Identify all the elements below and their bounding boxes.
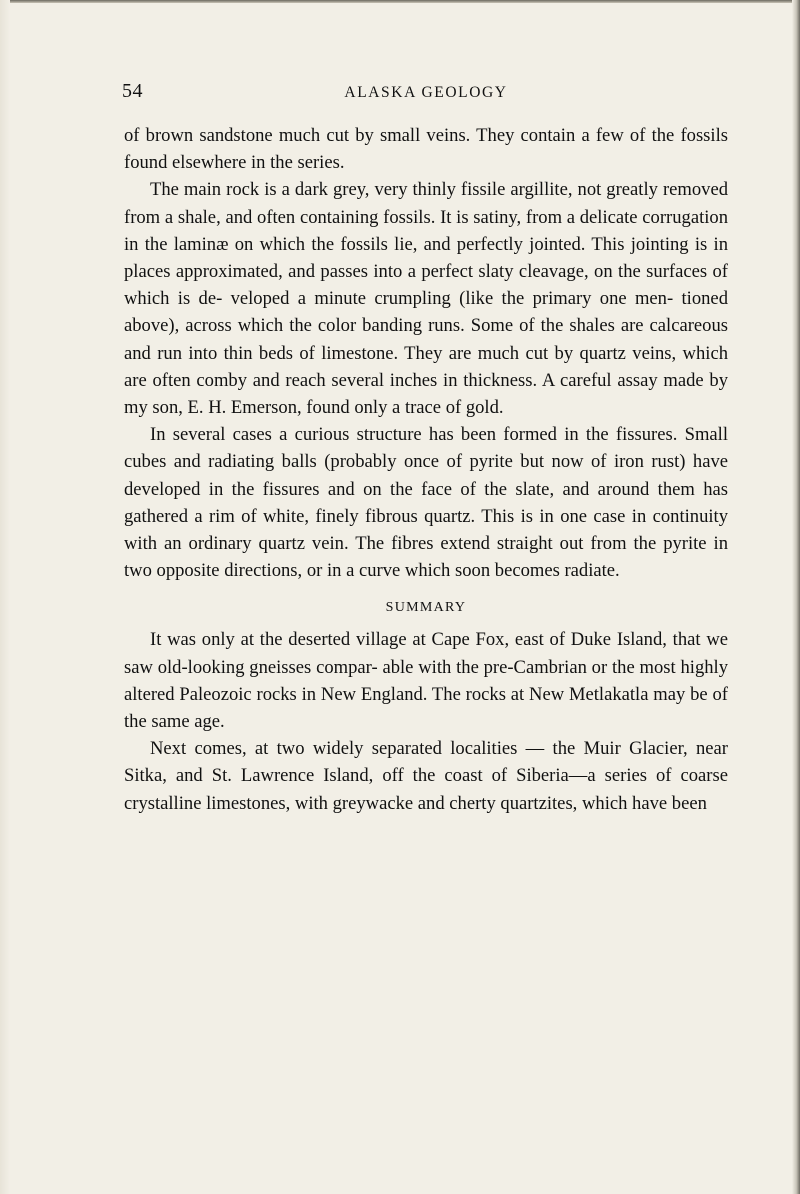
paragraph-fissures: In several cases a curious structure has been formed in the fissures. Small cubes and radiating balls (probably once of pyrite but now of iron rust) have developed in the fissures and on the face of the slate, and around them has gathered a rim of white, finely fibrous quartz. This is in one case in continuity with an ordinary quartz vein. The fibres extend straight out from the pyrite in two opposite directions, or in a curve which soon becomes radiate.: [124, 424, 728, 582]
page-header: [122, 80, 730, 110]
body-text: [124, 122, 728, 817]
page-left-edge: [0, 0, 10, 1194]
paragraph-argillite: The main rock is a dark grey, very thinly fissile argillite, not greatly removed from a shale, and often containing fossils. It is satiny, from a delicate corrugation in the laminæ on which the fossils lie, and perfectly jointed. This jointing is in places approximated, and passes into a perfect slaty cleavage, on the surfaces of which is de- veloped a minute crumpling (like the primary one men- tioned above), across which the color banding runs. Some of the shales are calcareous and run into thin beds of limestone. They are much cut by quartz veins, which are often comby and reach several inches in thickness. A careful assay made by my son, E. H. Emerson, found only a trace of gold.: [124, 179, 728, 419]
section-heading-summary: SUMMARY: [385, 600, 467, 616]
running-head: ALASKA GEOLOGY: [344, 84, 508, 101]
paragraph-summary-next: Next comes, at two widely separated localities — the Muir Glacier, near Sitka, and St. Lawrence Island, off the coast of Siberia—a series of coarse crystalline limestones, with greywacke and cherty quartzites, which have been: [124, 738, 728, 814]
page-right-edge: [792, 0, 800, 1194]
paragraph-continued: of brown sandstone much cut by small veins. They contain a few of the fossils found elsewhere in the series.: [124, 125, 728, 174]
paragraph-summary-cape-fox: It was only at the deserted village at Cape Fox, east of Duke Island, that we saw old-looking gneisses compar- able with the pre-Cambrian or the most highly altered Paleozoic rocks in New England. The rocks at New Metlakatla may be of the same age.: [124, 629, 728, 733]
page-number: 54: [122, 80, 143, 102]
page-top-edge: [0, 0, 800, 3]
